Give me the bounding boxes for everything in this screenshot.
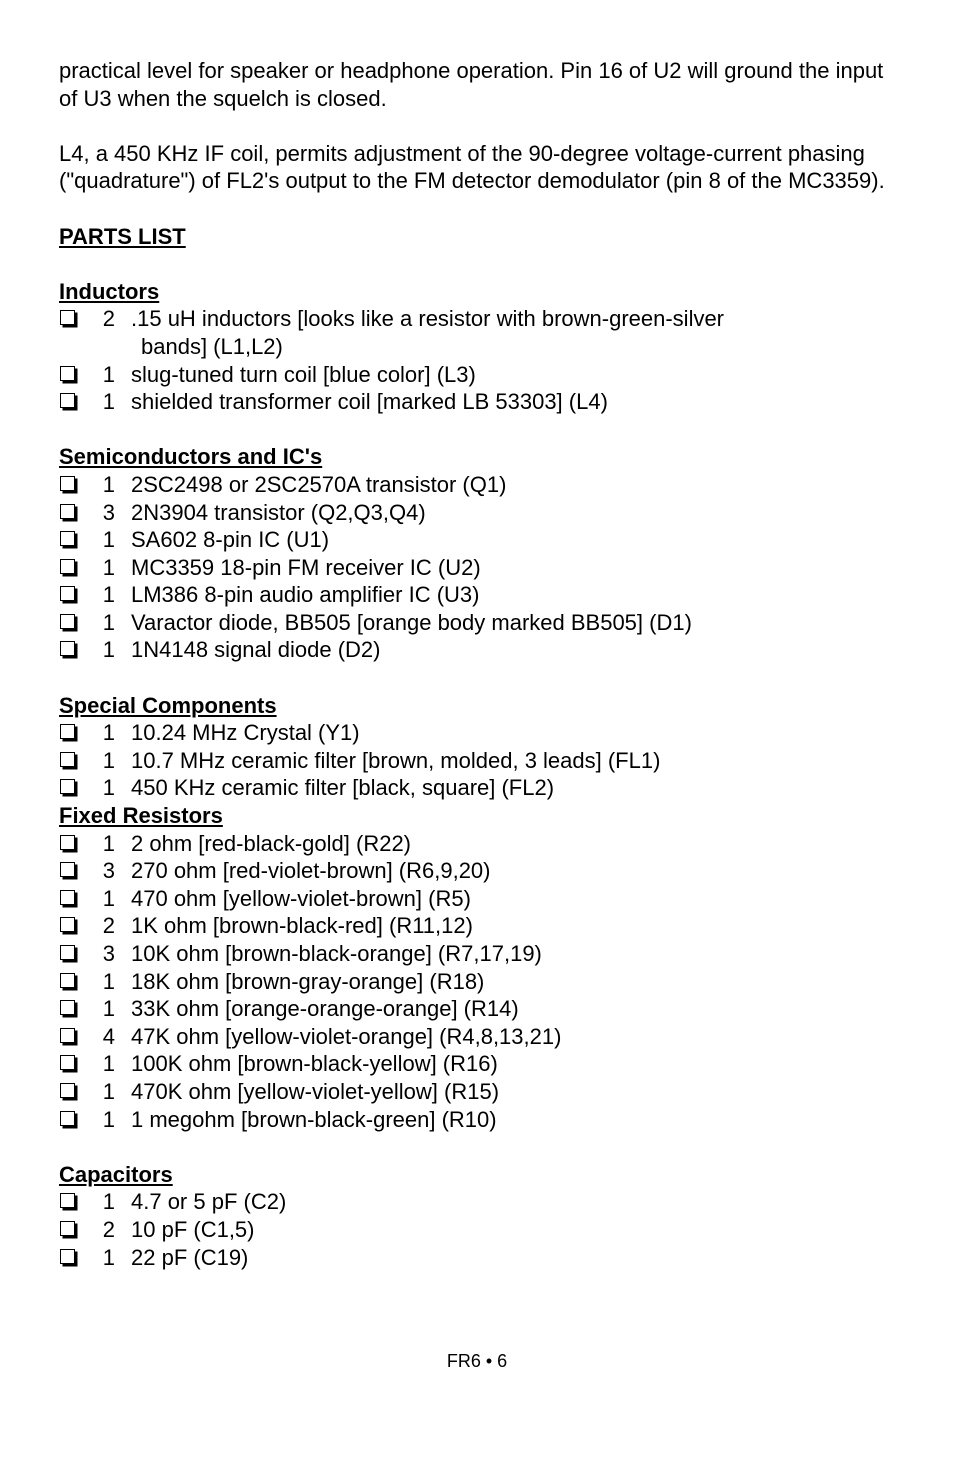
item-description-text: SA602 8-pin IC (U1)	[131, 527, 330, 553]
checkbox-icon[interactable]	[60, 504, 75, 519]
item-quantity: 1	[102, 885, 115, 911]
list-item	[59, 1188, 889, 1216]
list-item	[59, 774, 889, 802]
checkbox-icon[interactable]	[60, 1083, 75, 1098]
item-description	[115, 1244, 889, 1272]
item-description	[115, 1023, 889, 1051]
item-description	[115, 885, 889, 913]
list-item	[59, 1106, 889, 1134]
item-description	[115, 1050, 889, 1078]
item-description	[115, 1078, 889, 1106]
item-quantity: 1	[102, 637, 115, 663]
item-description	[115, 774, 889, 802]
checkbox-icon[interactable]	[60, 559, 75, 574]
item-quantity: 1	[102, 1244, 115, 1270]
checkbox-icon[interactable]	[60, 641, 75, 656]
intro-paragraph-2: L4, a 450 KHz IF coil, permits adjustment of the 90-degree voltage-current phasing ("quadrature") of FL2's output to the FM detector demodulator (pin 8 of the MC3359).	[59, 140, 885, 194]
item-description-text: 1K ohm [brown-black-red] (R11,12)	[131, 913, 473, 939]
checkbox-icon[interactable]	[60, 1111, 75, 1126]
item-quantity: 1	[102, 996, 115, 1022]
list-item	[59, 526, 889, 554]
item-description	[115, 388, 889, 416]
item-description-text: 2N3904 transistor (Q2,Q3,Q4)	[131, 499, 426, 525]
checkbox-icon[interactable]	[60, 752, 75, 767]
item-quantity: 1	[102, 968, 115, 994]
document-page	[59, 57, 889, 1271]
item-quantity: 2	[102, 306, 115, 332]
item-quantity: 4	[102, 1023, 115, 1049]
checkbox-icon[interactable]	[60, 476, 75, 491]
checkbox-icon[interactable]	[60, 1000, 75, 1015]
checkbox-icon[interactable]	[60, 366, 75, 381]
section-heading-semiconductors: Semiconductors and IC's	[59, 444, 323, 470]
checkbox-icon[interactable]	[60, 862, 75, 877]
checkbox-icon[interactable]	[60, 945, 75, 960]
list-item	[59, 581, 889, 609]
item-description-text: 270 ohm [red-violet-brown] (R6,9,20)	[131, 858, 491, 884]
checkbox-icon[interactable]	[60, 310, 75, 325]
item-description-text: 2 ohm [red-black-gold] (R22)	[131, 830, 412, 856]
item-description	[115, 554, 889, 582]
checkbox-icon[interactable]	[60, 973, 75, 988]
item-quantity: 1	[102, 1078, 115, 1104]
item-description	[115, 995, 889, 1023]
checkbox-icon[interactable]	[60, 393, 75, 408]
list-item	[59, 1078, 889, 1106]
item-quantity: 2	[102, 913, 115, 939]
item-quantity: 1	[102, 720, 115, 746]
item-description-text: 22 pF (C19)	[131, 1244, 249, 1270]
item-description	[115, 526, 889, 554]
list-item	[59, 857, 889, 885]
item-description-text: 10.7 MHz ceramic filter [brown, molded, 3 leads] (FL1)	[131, 747, 661, 773]
item-quantity: 1	[102, 747, 115, 773]
list-item	[59, 1216, 889, 1244]
checkbox-icon[interactable]	[60, 614, 75, 629]
checkbox-icon[interactable]	[60, 1028, 75, 1043]
item-quantity: 1	[102, 527, 115, 553]
list-item	[59, 554, 889, 582]
section-heading-special-components: Special Components	[59, 692, 277, 718]
list-item	[59, 471, 889, 499]
checkbox-icon[interactable]	[60, 917, 75, 932]
list-item	[59, 940, 889, 968]
checkbox-icon[interactable]	[60, 835, 75, 850]
item-description-text: 100K ohm [brown-black-yellow] (R16)	[131, 1051, 498, 1077]
section-heading-inductors: Inductors	[59, 278, 160, 304]
item-quantity: 1	[102, 775, 115, 801]
list-item	[59, 1023, 889, 1051]
item-quantity: 2	[102, 1216, 115, 1242]
list-item	[59, 305, 889, 360]
list-item	[59, 719, 889, 747]
page-footer: FR6 • 6	[446, 1351, 508, 1371]
item-quantity: 1	[102, 1051, 115, 1077]
item-description-text: MC3359 18-pin FM receiver IC (U2)	[131, 554, 481, 580]
semiconductors-list	[59, 471, 889, 664]
item-quantity: 1	[102, 582, 115, 608]
item-quantity: 3	[102, 941, 115, 966]
item-description	[115, 719, 889, 747]
item-description	[115, 912, 889, 940]
item-description-text: 10K ohm [brown-black-orange] (R7,17,19)	[131, 941, 542, 966]
list-item	[59, 636, 889, 664]
item-description-text: 1N4148 signal diode (D2)	[131, 637, 381, 663]
list-item	[59, 912, 889, 940]
item-description-text: 4.7 or 5 pF (C2)	[131, 1189, 287, 1215]
item-quantity: 1	[102, 1106, 115, 1132]
item-description	[115, 581, 889, 609]
item-quantity: 1	[102, 471, 115, 497]
section-heading-fixed-resistors: Fixed Resistors	[59, 803, 223, 829]
item-description-text: Varactor diode, BB505 [orange body marked BB505] (D1)	[131, 609, 692, 635]
checkbox-icon[interactable]	[60, 779, 75, 794]
item-description-text: 1 megohm [brown-black-green] (R10)	[131, 1106, 497, 1132]
checkbox-icon[interactable]	[60, 724, 75, 739]
item-description	[115, 361, 889, 389]
fixed-resistors-list	[59, 830, 889, 1134]
item-description	[115, 968, 889, 996]
inductors-list	[59, 305, 889, 415]
item-description-text: LM386 8-pin audio amplifier IC (U3)	[131, 582, 480, 608]
checkbox-icon[interactable]	[60, 1221, 75, 1236]
list-item	[59, 609, 889, 637]
item-description	[115, 747, 889, 775]
item-description	[115, 830, 889, 858]
item-quantity: 1	[102, 389, 115, 415]
item-quantity: 1	[102, 609, 115, 635]
item-description	[115, 499, 889, 527]
item-description-text: .15 uH inductors [looks like a resistor with brown-green-silver	[131, 306, 725, 332]
checkbox-icon[interactable]	[60, 890, 75, 905]
list-item	[59, 1244, 889, 1272]
item-quantity: 1	[102, 554, 115, 580]
checkbox-icon[interactable]	[60, 586, 75, 601]
item-description-text: 10.24 MHz Crystal (Y1)	[131, 720, 360, 746]
list-item	[59, 885, 889, 913]
checkbox-icon[interactable]	[60, 531, 75, 546]
list-item	[59, 499, 889, 527]
item-quantity: 1	[102, 830, 115, 856]
item-description	[115, 857, 889, 885]
parts-list-heading: PARTS LIST	[59, 223, 186, 249]
list-item	[59, 747, 889, 775]
item-description-text: slug-tuned turn coil [blue color] (L3)	[131, 361, 476, 387]
list-item	[59, 995, 889, 1023]
list-item	[59, 388, 889, 416]
item-quantity: 1	[102, 361, 115, 387]
item-quantity: 3	[102, 858, 115, 884]
item-description-continuation: bands] (L1,L2)	[141, 333, 283, 359]
list-item	[59, 361, 889, 389]
item-description-text: 10 pF (C1,5)	[131, 1216, 255, 1242]
item-description-text: 470 ohm [yellow-violet-brown] (R5)	[131, 885, 471, 911]
intro-paragraph-1: practical level for speaker or headphone operation. Pin 16 of U2 will ground the input of U3 when the squelch is closed.	[59, 58, 884, 111]
list-item	[59, 968, 889, 996]
item-description-text: 2SC2498 or 2SC2570A transistor (Q1)	[131, 471, 507, 497]
item-description-text: 47K ohm [yellow-violet-orange] (R4,8,13,21)	[131, 1023, 562, 1049]
item-description-text: shielded transformer coil [marked LB 53303] (L4)	[131, 389, 608, 415]
checkbox-icon[interactable]	[60, 1193, 75, 1208]
checkbox-icon[interactable]	[60, 1249, 75, 1264]
item-description-text: 470K ohm [yellow-violet-yellow] (R15)	[131, 1078, 500, 1104]
item-description-text: 33K ohm [orange-orange-orange] (R14)	[131, 996, 519, 1022]
item-quantity: 1	[102, 1189, 115, 1215]
item-description	[115, 609, 889, 637]
item-description	[115, 305, 889, 360]
item-description	[115, 1188, 889, 1216]
special-components-list	[59, 719, 889, 802]
list-item	[59, 830, 889, 858]
item-description	[115, 471, 889, 499]
item-description	[115, 636, 889, 664]
item-description	[115, 1106, 889, 1134]
capacitors-list	[59, 1188, 889, 1271]
list-item	[59, 1050, 889, 1078]
item-description-text: 450 KHz ceramic filter [black, square] (FL2)	[131, 775, 555, 801]
item-description-text: 18K ohm [brown-gray-orange] (R18)	[131, 968, 485, 994]
item-description	[115, 940, 889, 968]
item-description	[115, 1216, 889, 1244]
section-heading-capacitors: Capacitors	[59, 1161, 173, 1187]
item-quantity: 3	[102, 499, 115, 525]
checkbox-icon[interactable]	[60, 1055, 75, 1070]
